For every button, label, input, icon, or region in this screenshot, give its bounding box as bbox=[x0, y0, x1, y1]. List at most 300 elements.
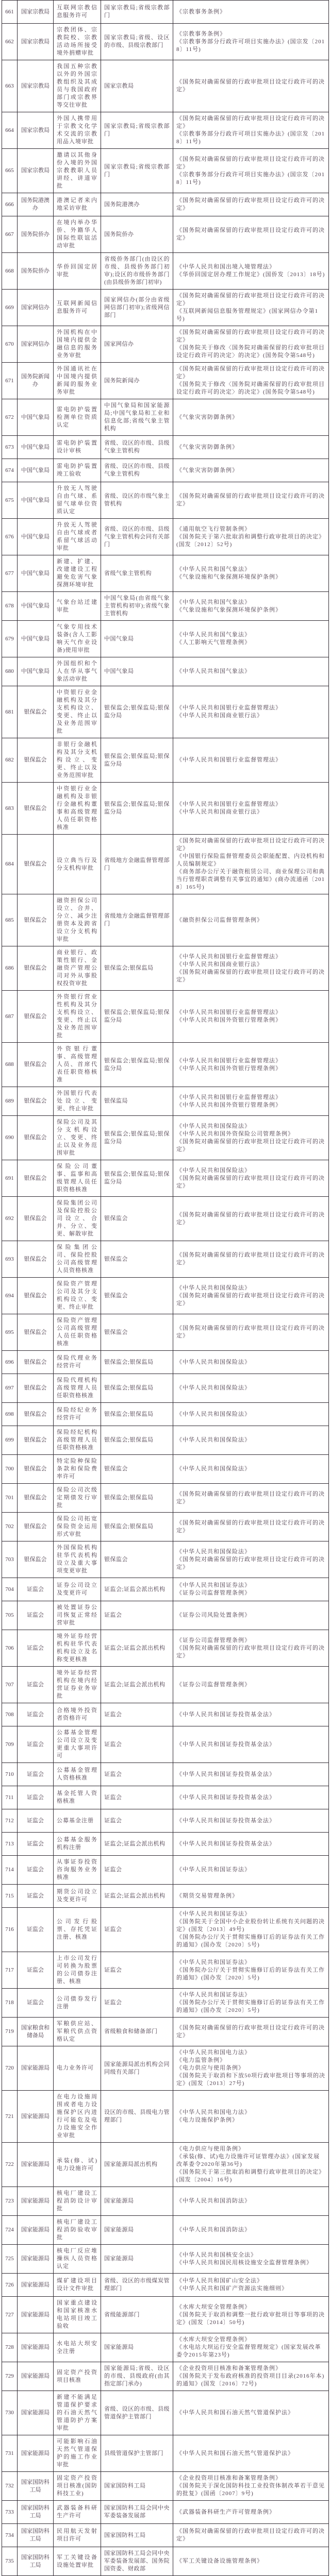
cell-agency: 国家国防科工局 bbox=[101, 2524, 173, 2547]
cell-agency: 银保监会 bbox=[101, 1541, 173, 1578]
cell-department: 国家能源局 bbox=[18, 2274, 54, 2297]
cell-legal-basis bbox=[173, 1426, 329, 1455]
legal-basis-line: 《国务院关于深化国防科技工业投资体制改革若干意见的批复》(国函〔2007〕9号) bbox=[176, 2482, 325, 2498]
table-row bbox=[2, 1578, 329, 1601]
cell-number: 702 bbox=[2, 1513, 18, 1541]
legal-basis-line: 《华侨回国定居办理工作规定》(国侨发〔2013〕18号) bbox=[176, 271, 325, 279]
cell-legal-basis bbox=[173, 60, 329, 112]
table-row bbox=[2, 1809, 329, 1833]
cell-item-name: 公募基金管理公司设立及变更重大事项许可 bbox=[54, 1726, 101, 1763]
cell-number: 672 bbox=[2, 399, 18, 436]
cell-item-name: 外国组织和个人在华从事气象活动审批 bbox=[54, 657, 101, 686]
table-row bbox=[2, 216, 329, 253]
cell-agency: 银保监会;银保监局;银保监分局 bbox=[101, 783, 173, 835]
cell-agency: 省级、设区的市级煤炭管理部门 bbox=[101, 2274, 173, 2297]
table-row bbox=[2, 1763, 329, 1786]
legal-basis-line: 《中华人民共和国电力法》 bbox=[176, 2049, 325, 2057]
legal-basis-line: 《中华人民共和国气象法》 bbox=[176, 599, 325, 606]
legal-basis-line: 《互联网新闻信息服务管理规定》(国家网信办令第1号) bbox=[176, 308, 325, 323]
cell-legal-basis bbox=[173, 519, 329, 555]
cell-item-name: 电力业务许可 bbox=[54, 2046, 101, 2091]
cell-agency: 银保监会 bbox=[101, 1278, 173, 1314]
cell-number: 682 bbox=[2, 738, 18, 783]
cell-number: 696 bbox=[2, 1351, 18, 1374]
cell-agency: 银保监会 bbox=[101, 1197, 173, 1241]
cell-legal-basis bbox=[173, 1541, 329, 1578]
table-row bbox=[2, 1601, 329, 1630]
cell-agency: 国务院侨办 bbox=[101, 216, 173, 253]
cell-number: 666 bbox=[2, 193, 18, 216]
cell-number: 727 bbox=[2, 2297, 18, 2333]
cell-number: 710 bbox=[2, 1763, 18, 1786]
cell-item-name: 公司发行股票、存托凭证注册、核准 bbox=[54, 1908, 101, 1952]
legal-basis-line: 《宗教事务部分行政许可项目实施办法》(国宗发〔2018〕11号) bbox=[176, 171, 325, 187]
cell-agency: 省级能源部门 bbox=[101, 2297, 173, 2333]
table-row bbox=[2, 363, 329, 399]
table-row bbox=[2, 1116, 329, 1160]
table-row bbox=[2, 946, 329, 991]
cell-department: 国家能源局 bbox=[18, 2297, 54, 2333]
cell-number: 687 bbox=[2, 991, 18, 1043]
cell-agency: 银保监会;银保监局;银保监分局 bbox=[101, 686, 173, 738]
cell-item-name: 煤矿建设项目设计文件审批 bbox=[54, 2274, 101, 2297]
table-row bbox=[2, 60, 329, 112]
cell-item-name: 互联网宗教信息服务许可 bbox=[54, 1, 101, 24]
legal-basis-line: 《人工影响天气管理条例》 bbox=[176, 639, 325, 647]
cell-number: 709 bbox=[2, 1726, 18, 1763]
cell-agency: 银保监会 bbox=[101, 1241, 173, 1278]
cell-number: 661 bbox=[2, 1, 18, 24]
cell-item-name: 雷电防护装置检测单位资质认定 bbox=[54, 399, 101, 436]
cell-number: 663 bbox=[2, 60, 18, 112]
legal-basis-line: 《中华人民共和国银行业监督管理法》 bbox=[176, 1057, 325, 1065]
cell-legal-basis bbox=[173, 2472, 329, 2501]
legal-basis-line: 《中华人民共和国商业银行法》 bbox=[176, 712, 325, 720]
cell-department: 国家网信办 bbox=[18, 326, 54, 363]
cell-department: 中国气象局 bbox=[18, 459, 54, 482]
cell-department: 银保监会 bbox=[18, 1087, 54, 1116]
cell-legal-basis bbox=[173, 2333, 329, 2362]
cell-item-name: 保险资产管理公司及其分支机构设立、变更、终止审批 bbox=[54, 1278, 101, 1314]
cell-agency: 证监会;证监会派出机构 bbox=[101, 1578, 173, 1601]
legal-basis-line: 《国务院办公厅关于贯彻实施修订后的证券法有关工作的通知》(国办发〔2020〕5号) bbox=[176, 1999, 325, 2014]
cell-item-name: 雷电防护装置设计审核 bbox=[54, 436, 101, 459]
legal-basis-line: 《国务院对确需保留的行政审批项目设定行政许可的决定》 bbox=[176, 227, 325, 242]
cell-legal-basis bbox=[173, 1351, 329, 1374]
cell-agency: 省级、设区的市级、县级管道保护主管部门 bbox=[101, 2391, 173, 2435]
legal-basis-line: 《中华人民共和国银行业监督管理法》 bbox=[176, 801, 325, 808]
legal-basis-line: 《电力供应与使用条例》 bbox=[176, 2064, 325, 2072]
cell-item-name: 设立典当行及分支机构审批 bbox=[54, 835, 101, 894]
cell-agency: 证监会 bbox=[101, 1703, 173, 1726]
cell-department: 银保监会 bbox=[18, 1513, 54, 1541]
legal-basis-line: 《证券公司风险处置条例》 bbox=[176, 1612, 325, 1619]
cell-item-name: 固定资产投资项目核准(国防科技工业) bbox=[54, 2472, 101, 2501]
cell-legal-basis bbox=[173, 2391, 329, 2435]
cell-agency: 国家能源局 bbox=[101, 2216, 173, 2245]
legal-basis-line: 《期货交易管理条例》 bbox=[176, 1892, 325, 1900]
cell-department: 中国气象局 bbox=[18, 519, 54, 555]
legal-basis-line: 《证券公司监督管理条例》 bbox=[176, 1637, 325, 1645]
cell-number: 715 bbox=[2, 1885, 18, 1908]
cell-item-name: 保险公司拓宽保险资金运用形式审批 bbox=[54, 1513, 101, 1541]
cell-department: 证监会 bbox=[18, 1989, 54, 2018]
legal-basis-line: 《中华人民共和国气象法》 bbox=[176, 566, 325, 573]
cell-department: 银保监会 bbox=[18, 1160, 54, 1197]
cell-item-name: 邀请以其他身份入境的外国宗教教职人员讲经、讲道审批 bbox=[54, 149, 101, 193]
cell-department: 银保监会 bbox=[18, 1314, 54, 1351]
cell-legal-basis bbox=[173, 1885, 329, 1908]
cell-department: 银保监会 bbox=[18, 1484, 54, 1513]
cell-agency: 国家国防科工局会同中央军委装备发展部 bbox=[101, 2501, 173, 2524]
cell-item-name: 核电厂建设工程消防设计审批 bbox=[54, 2187, 101, 2216]
legal-basis-line: 《宗教事务条例》 bbox=[176, 8, 325, 16]
legal-basis-line: 《国务院对确需保留的行政审批项目设定行政许可的决定》 bbox=[176, 1251, 325, 1267]
cell-number: 724 bbox=[2, 2216, 18, 2245]
cell-number: 694 bbox=[2, 1278, 18, 1314]
cell-number: 708 bbox=[2, 1703, 18, 1726]
legal-basis-line: 《中华人民共和国电力法》 bbox=[176, 2109, 325, 2116]
cell-department: 中国气象局 bbox=[18, 621, 54, 657]
cell-item-name: 保险公司董事、监事和高级管理人员任职资格核准 bbox=[54, 1160, 101, 1197]
legal-basis-line: 《中华人民共和国证券投资基金法》 bbox=[176, 1794, 325, 1802]
cell-department: 国家能源局 bbox=[18, 2187, 54, 2216]
cell-legal-basis bbox=[173, 1908, 329, 1952]
legal-basis-line: 《中华人民共和国石油天然气管道保护法》 bbox=[176, 2409, 325, 2417]
cell-legal-basis bbox=[173, 1, 329, 24]
cell-item-name: 外国通讯社在中国境内提供新闻的服务业务审批 bbox=[54, 363, 101, 399]
legal-basis-line: 《国务院办公厅关于贯彻实施修订后的证券法有关工作的通知》(国办发〔2020〕5号) bbox=[176, 1934, 325, 1949]
table-row bbox=[2, 2524, 329, 2547]
table-row bbox=[2, 1703, 329, 1726]
cell-legal-basis bbox=[173, 894, 329, 946]
legal-basis-line: 《国务院对确需保留的行政审批项目设定行政许可的决定》 bbox=[176, 292, 325, 308]
cell-item-name: 水电站大坝安全注册 bbox=[54, 2333, 101, 2362]
table-row bbox=[2, 1630, 329, 1667]
legal-basis-line: 《企业投资项目核准和备案管理条例》 bbox=[176, 2475, 325, 2482]
cell-legal-basis bbox=[173, 149, 329, 193]
cell-item-name: 境外证券经营机构驻华代表机构设立及名称变更核准 bbox=[54, 1630, 101, 1667]
cell-item-name: 商业银行、政策性银行、金融资产管理公司对外从事股权投资审批 bbox=[54, 946, 101, 991]
cell-item-name: 新建不能满足管道保护要求的石油天然气管道防护方案审批 bbox=[54, 2391, 101, 2435]
cell-department: 银保监会 bbox=[18, 1403, 54, 1426]
cell-item-name: 升放无人驾驶自由气球、系留气球单位资质认定 bbox=[54, 482, 101, 519]
cell-agency: 证监会 bbox=[101, 1601, 173, 1630]
cell-item-name: 融资担保公司设立、合并、分立、减少注册资本及跨省设立分支机构审批 bbox=[54, 894, 101, 946]
cell-agency: 证监会 bbox=[101, 1786, 173, 1809]
cell-item-name: 基金托管人资格核准 bbox=[54, 1786, 101, 1809]
table-row bbox=[2, 1989, 329, 2018]
table-row bbox=[2, 326, 329, 363]
legal-basis-line: 《国务院对确需保留的行政审批项目设定行政许可的决定》 bbox=[176, 1175, 325, 1190]
legal-basis-line: 《通用航空飞行管制条例》 bbox=[176, 526, 325, 533]
cell-item-name: 核电厂建设工程消防验收审批 bbox=[54, 2216, 101, 2245]
cell-number: 685 bbox=[2, 894, 18, 946]
cell-legal-basis bbox=[173, 399, 329, 436]
table-row bbox=[2, 1484, 329, 1513]
cell-legal-basis bbox=[173, 1043, 329, 1087]
cell-number: 734 bbox=[2, 2524, 18, 2547]
cell-agency: 省级地方金融监督管理部门 bbox=[101, 894, 173, 946]
cell-legal-basis bbox=[173, 1601, 329, 1630]
legal-basis-line: 《证券公司监督管理条例》 bbox=[176, 1681, 325, 1689]
table-row bbox=[2, 1314, 329, 1351]
cell-number: 714 bbox=[2, 1856, 18, 1885]
table-row bbox=[2, 2018, 329, 2046]
cell-legal-basis bbox=[173, 216, 329, 253]
cell-department: 国家宗教局 bbox=[18, 112, 54, 149]
table-row bbox=[2, 2216, 329, 2245]
cell-number: 675 bbox=[2, 482, 18, 519]
cell-number: 728 bbox=[2, 2333, 18, 2362]
cell-agency: 国家宗教局;省级、设区的市级、县级宗教部门 bbox=[101, 24, 173, 60]
cell-number: 707 bbox=[2, 1667, 18, 1703]
cell-department: 中国气象局 bbox=[18, 436, 54, 459]
cell-item-name: 我国五种宗教以外的外国宗教组织及其成员与我国政府部门或宗教界等交往审批 bbox=[54, 60, 101, 112]
cell-agency: 国家国防科工局会同中央军委装备发展部、国务院国资委、财政部 bbox=[101, 2547, 173, 2576]
cell-item-name: 外资银行营业性机构及其分支机构设立、变更、终止以及业务范围审批 bbox=[54, 991, 101, 1043]
cell-legal-basis bbox=[173, 2046, 329, 2091]
table-row bbox=[2, 459, 329, 482]
cell-item-name: 宗教团体、宗教院校、宗教活动场所接受境外捐赠审批 bbox=[54, 24, 101, 60]
cell-department: 国家能源局 bbox=[18, 2435, 54, 2472]
cell-number: 718 bbox=[2, 1989, 18, 2018]
legal-basis-line: 《中华人民共和国保险法》 bbox=[176, 1411, 325, 1418]
table-row bbox=[2, 621, 329, 657]
cell-legal-basis bbox=[173, 24, 329, 60]
cell-department: 证监会 bbox=[18, 1703, 54, 1726]
cell-agency: 银保监会;银保监局;银保监分局 bbox=[101, 1043, 173, 1087]
cell-item-name: 外国保险机构驻华代表机构设立及重大事项变更审批 bbox=[54, 1541, 101, 1578]
cell-item-name: 上市公司发行可转换为股票的公司债券注册、核准 bbox=[54, 1952, 101, 1989]
cell-agency: 国家国防科工局 bbox=[101, 2472, 173, 2501]
cell-item-name: 军粮供应站、军粮代供点资格认定 bbox=[54, 2018, 101, 2046]
table-row bbox=[2, 519, 329, 555]
table-row bbox=[2, 1952, 329, 1989]
legal-basis-line: 《中华人民共和国保险法》 bbox=[176, 1284, 325, 1292]
table-row bbox=[2, 1426, 329, 1455]
cell-legal-basis bbox=[173, 657, 329, 686]
table-row bbox=[2, 1833, 329, 1856]
cell-agency: 省级地方金融监督管理部门 bbox=[101, 835, 173, 894]
cell-legal-basis bbox=[173, 1278, 329, 1314]
cell-legal-basis bbox=[173, 2501, 329, 2524]
legal-basis-line: 《中华人民共和国核安全法》 bbox=[176, 2251, 325, 2259]
cell-agency: 省级、设区的市级、县级气象主管机构 bbox=[101, 459, 173, 482]
cell-number: 701 bbox=[2, 1484, 18, 1513]
cell-agency: 国家宗教局;省级宗教部门 bbox=[101, 149, 173, 193]
legal-basis-line: 《中华人民共和国保险法》 bbox=[176, 1167, 325, 1175]
cell-department: 银保监会 bbox=[18, 894, 54, 946]
table-row bbox=[2, 1856, 329, 1885]
table-row bbox=[2, 1403, 329, 1426]
table-row bbox=[2, 2046, 329, 2091]
table-row bbox=[2, 1513, 329, 1541]
legal-basis-line: 《气象灾害防御条例》 bbox=[176, 467, 325, 474]
table-row bbox=[2, 2501, 329, 2524]
cell-department: 证监会 bbox=[18, 1630, 54, 1667]
table-row bbox=[2, 1786, 329, 1809]
cell-legal-basis bbox=[173, 555, 329, 592]
cell-number: 732 bbox=[2, 2472, 18, 2501]
table-row bbox=[2, 436, 329, 459]
legal-basis-line: 《国务院关于修改〈国务院对确需保留的行政审批项目设定行政许可的决定〉的决定》(国务院令第548号) bbox=[176, 381, 325, 396]
legal-basis-line: 《国务院对确需保留的行政审批项目设定行政许可的决定》 bbox=[176, 78, 325, 94]
cell-number: 667 bbox=[2, 216, 18, 253]
legal-basis-line: 《中华人民共和国银行业监督管理法》 bbox=[176, 1094, 325, 1101]
cell-department: 国家能源局 bbox=[18, 2091, 54, 2143]
cell-agency: 省级侨务部门(由设区的市级、县级侨务部门初审);设区的市级侨务部门(由县级侨务部门初审) bbox=[101, 253, 173, 290]
cell-item-name: 合格境外投资者资格许可 bbox=[54, 1703, 101, 1726]
cell-number: 733 bbox=[2, 2501, 18, 2524]
cell-department: 银保监会 bbox=[18, 1455, 54, 1484]
cell-department: 国务院港澳办 bbox=[18, 193, 54, 216]
cell-number: 674 bbox=[2, 459, 18, 482]
cell-department: 国务院新闻办 bbox=[18, 363, 54, 399]
cell-item-name: 中资银行业金融机构及非银行金融机构董事和高级管理人员任职资格核准 bbox=[54, 783, 101, 835]
table-row bbox=[2, 783, 329, 835]
cell-number: 731 bbox=[2, 2435, 18, 2472]
cell-agency: 银保监会 bbox=[101, 1314, 173, 1351]
cell-agency: 证监会 bbox=[101, 1763, 173, 1786]
legal-basis-line: 《国务院关于第三批取消和调整行政审批项目的决定》(国发〔2004〕16号) bbox=[176, 2168, 325, 2184]
cell-legal-basis bbox=[173, 2018, 329, 2046]
cell-number: 662 bbox=[2, 24, 18, 60]
cell-department: 银保监会 bbox=[18, 1426, 54, 1455]
legal-basis-line: 《电力供应与使用条例》 bbox=[176, 2145, 325, 2153]
cell-item-name: 被处置证券公司恢复正常经营审批 bbox=[54, 1601, 101, 1630]
cell-department: 银保监会 bbox=[18, 738, 54, 783]
table-row bbox=[2, 1541, 329, 1578]
cell-number: 711 bbox=[2, 1786, 18, 1809]
cell-legal-basis bbox=[173, 2187, 329, 2216]
legal-basis-line: 《中华人民共和国消防法》 bbox=[176, 2226, 325, 2234]
cell-item-name: 外国银行代表处设立、变更、终止审批 bbox=[54, 1087, 101, 1116]
cell-department: 国家国防科工局 bbox=[18, 2472, 54, 2501]
cell-department: 国家能源局 bbox=[18, 2216, 54, 2245]
cell-agency: 银保监局 bbox=[101, 1087, 173, 1116]
cell-number: 691 bbox=[2, 1160, 18, 1197]
cell-department: 证监会 bbox=[18, 1885, 54, 1908]
cell-legal-basis bbox=[173, 1314, 329, 1351]
cell-number: 722 bbox=[2, 2143, 18, 2187]
legal-basis-line: 《国务院关于取消和下放50项行政审批项目等事项的决定》(国发〔2013〕27号) bbox=[176, 2072, 325, 2088]
legal-basis-line: 《国务院对确需保留的行政审批项目设定行政许可的决定》 bbox=[176, 156, 325, 171]
cell-agency: 银保监会 bbox=[101, 1455, 173, 1484]
cell-item-name: 期货公司设立及变更许可 bbox=[54, 1885, 101, 1908]
cell-department: 国家能源局 bbox=[18, 2046, 54, 2091]
cell-number: 698 bbox=[2, 1403, 18, 1426]
cell-number: 665 bbox=[2, 149, 18, 193]
table-row bbox=[2, 2333, 329, 2362]
table-row bbox=[2, 2187, 329, 2216]
cell-item-name: 港澳记者来内地采访审批 bbox=[54, 193, 101, 216]
legal-basis-line: 《国务院关于取消和调整一批行政审批项目等事项的决定》(国发〔2014〕50号) bbox=[176, 2311, 325, 2327]
cell-department: 中国气象局 bbox=[18, 555, 54, 592]
cell-item-name: 军工关键设备设施处置审批 bbox=[54, 2547, 101, 2576]
cell-item-name: 固定资产投资项目核准 bbox=[54, 2362, 101, 2391]
legal-basis-line: 《中华人民共和国外资银行管理条例》 bbox=[176, 1101, 325, 1109]
cell-agency: 证监会;证监会派出机构 bbox=[101, 1833, 173, 1856]
cell-department: 银保监会 bbox=[18, 1116, 54, 1160]
legal-basis-line: 《国务院办公厅关于贯彻实施修订后的证券法有关工作的通知》(国办发〔2020〕5号) bbox=[176, 1967, 325, 1982]
cell-department: 银保监会 bbox=[18, 835, 54, 894]
cell-item-name: 中资银行业金融机构及其分支机构设立、变更、终止以及业务范围审批 bbox=[54, 686, 101, 738]
cell-department: 银保监会 bbox=[18, 1043, 54, 1087]
cell-legal-basis bbox=[173, 1484, 329, 1513]
cell-legal-basis bbox=[173, 1374, 329, 1403]
cell-department: 证监会 bbox=[18, 1578, 54, 1601]
table-row bbox=[2, 1241, 329, 1278]
cell-agency: 证监会 bbox=[101, 1908, 173, 1952]
cell-agency: 证监会 bbox=[101, 1726, 173, 1763]
legal-basis-line: 《证券公司监督管理条例》 bbox=[176, 1589, 325, 1597]
cell-legal-basis bbox=[173, 1455, 329, 1484]
cell-item-name: 特定险种保险条款和保险费率许可 bbox=[54, 1455, 101, 1484]
cell-agency: 银保监会;银保监局;银保监分局 bbox=[101, 1116, 173, 1160]
table-row bbox=[2, 290, 329, 326]
cell-agency: 中国气象局(由省级气象主管机构初审);省级气象主管机构 bbox=[101, 592, 173, 621]
legal-basis-line: 《中华人民共和国石油天然气管道保护法》 bbox=[176, 2450, 325, 2458]
legal-basis-line: 《国务院对确需保留的行政审批项目设定行政许可的决定》 bbox=[176, 115, 325, 130]
cell-department: 国家宗教局 bbox=[18, 60, 54, 112]
legal-basis-line: 《中华人民共和国证券投资基金法》 bbox=[176, 1771, 325, 1778]
cell-legal-basis bbox=[173, 2143, 329, 2187]
cell-legal-basis bbox=[173, 1952, 329, 1989]
table-row bbox=[2, 112, 329, 149]
table-row bbox=[2, 2547, 329, 2576]
table-row bbox=[2, 1726, 329, 1763]
table-row bbox=[2, 686, 329, 738]
cell-department: 银保监会 bbox=[18, 1278, 54, 1314]
legal-basis-line: 《气象灾害防御条例》 bbox=[176, 444, 325, 451]
table-row bbox=[2, 1087, 329, 1116]
cell-number: 689 bbox=[2, 1087, 18, 1116]
cell-item-name: 新建、扩建、改建建设工程避免危害气象探测环境审批 bbox=[54, 555, 101, 592]
cell-item-name: 保险经纪业务经营许可 bbox=[54, 1403, 101, 1426]
cell-item-name: 承装(修、试)电力设施许可 bbox=[54, 2143, 101, 2187]
cell-agency: 国家能源局派出机构会同同级有关部门 bbox=[101, 2046, 173, 2091]
cell-agency: 国家网信办(部分由省级网信部门初审);省级网信部门 bbox=[101, 290, 173, 326]
cell-department: 国家宗教局 bbox=[18, 1, 54, 24]
legal-basis-line: 《宗教事务部分行政许可项目实施办法》(国宗发〔2018〕11号) bbox=[176, 130, 325, 146]
cell-item-name: 公募基金管理人资格核准 bbox=[54, 1763, 101, 1786]
cell-department: 证监会 bbox=[18, 1809, 54, 1833]
legal-basis-line: 《水电站大坝运行安全监督管理规定》(国家发展改革委令2015年第23号) bbox=[176, 2344, 325, 2359]
cell-legal-basis bbox=[173, 991, 329, 1043]
legal-basis-line: 《水库大坝安全管理条例》 bbox=[176, 2303, 325, 2311]
cell-legal-basis bbox=[173, 1763, 329, 1786]
cell-agency: 中国气象局 bbox=[101, 621, 173, 657]
cell-number: 719 bbox=[2, 2018, 18, 2046]
cell-department: 证监会 bbox=[18, 1952, 54, 1989]
cell-number: 717 bbox=[2, 1952, 18, 1989]
table-row bbox=[2, 1885, 329, 1908]
legal-basis-line: 《中华人民共和国保险法》 bbox=[176, 1465, 325, 1473]
cell-department: 银保监会 bbox=[18, 991, 54, 1043]
cell-item-name: 国家重点建设和国家核准水电站项目竣工验收 bbox=[54, 2297, 101, 2333]
cell-item-name: 升放无人驾驶自由气球或者系留气球活动审批 bbox=[54, 519, 101, 555]
cell-legal-basis bbox=[173, 1087, 329, 1116]
table-row bbox=[2, 2362, 329, 2391]
cell-number: 712 bbox=[2, 1809, 18, 1833]
cell-legal-basis bbox=[173, 253, 329, 290]
table-row bbox=[2, 1197, 329, 1241]
cell-agency: 证监会;证监会派出机构 bbox=[101, 1630, 173, 1667]
cell-number: 692 bbox=[2, 1197, 18, 1241]
legal-basis-line: 《国务院对确需保留的行政审批项目设定行政许可的决定》 bbox=[176, 1556, 325, 1571]
legal-basis-line: 《中华人民共和国证券法》 bbox=[176, 1991, 325, 1999]
